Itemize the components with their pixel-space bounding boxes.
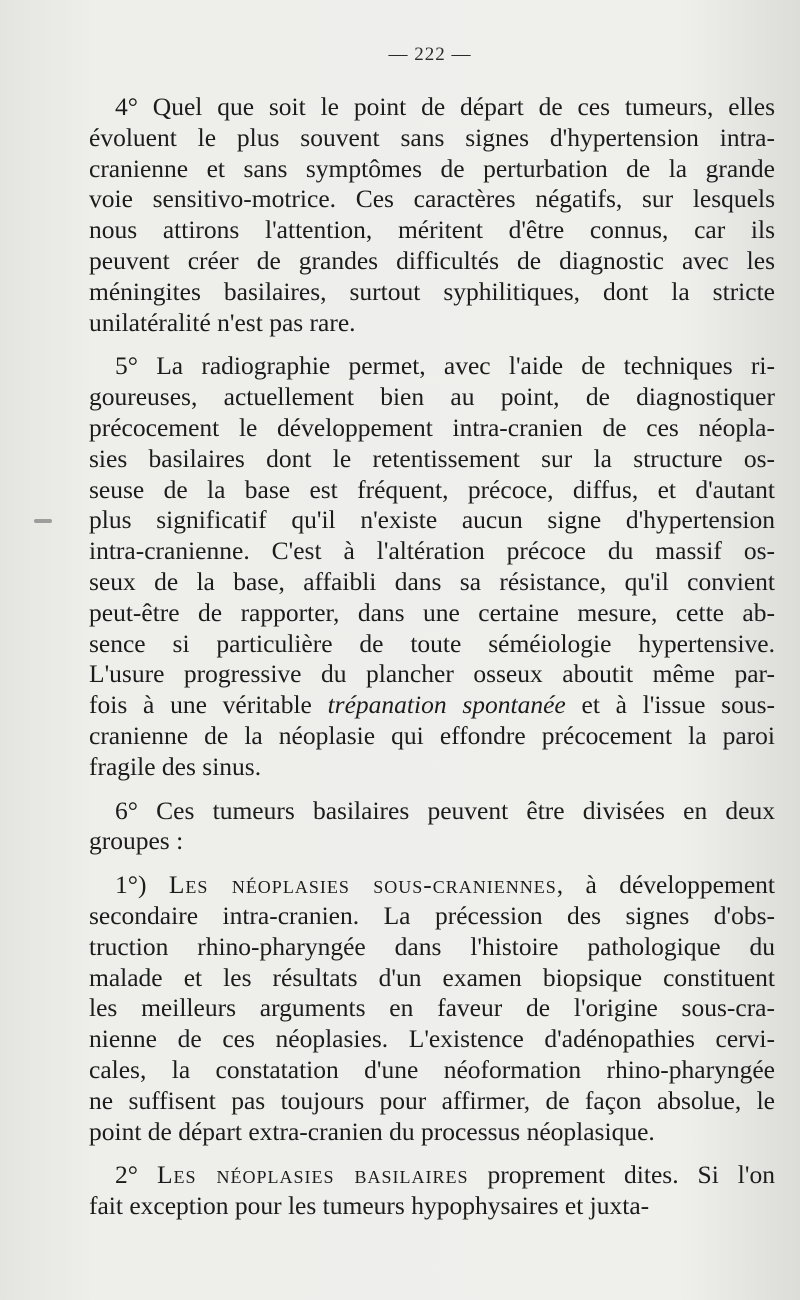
text-line: sies basilaires dont le retentissement sur la structure os-: [89, 443, 775, 473]
text-line: nous attirons l'attention, méritent d'être connus, car ils: [89, 215, 775, 245]
text-line: seuse de la base est fréquent, précoce, diffus, et d'autant: [89, 474, 775, 504]
text-line: intra-cranienne. C'est à l'altération précoce du massif os-: [89, 536, 775, 566]
paragraph-p6b: [89, 1160, 775, 1222]
paragraph-p6: [89, 796, 775, 858]
text-line: cales, la constatation d'une néoformation rhino-pharyngée: [89, 1054, 775, 1084]
text-line: sence si particulière de toute séméiologie hypertensive.: [89, 628, 775, 658]
text-line: truction rhino-pharyngée dans l'histoire pathologique du: [89, 931, 775, 961]
margin-mark: [34, 519, 52, 523]
text-line: seux de la base, affaibli dans sa résistance, qu'il convient: [89, 566, 775, 596]
text-line: unilatéralité n'est pas rare.: [89, 307, 356, 337]
text-line: 2° Les néoplasies basilaires proprement dites. Si l'on: [115, 1160, 775, 1190]
text-line: goureuses, actuellement bien au point, de diagnostiquer: [89, 382, 775, 412]
text-line: cranienne et sans symptômes de perturbation de la grande: [89, 153, 775, 183]
text-line: secondaire intra-cranien. La précession des signes d'obs-: [89, 900, 775, 930]
text-line: 6° Ces tumeurs basilaires peuvent être divisées en deux: [115, 795, 775, 825]
text-line: ne suffisent pas toujours pour affirmer, de façon absolue, le: [89, 1085, 775, 1115]
paragraph-p4: [89, 92, 775, 338]
text-line: fois à une véritable trépanation spontanée et à l'issue sous-: [89, 690, 775, 720]
text-line: méningites basilaires, surtout syphilitiques, dont la stricte: [89, 276, 775, 306]
text-line: nienne de ces néoplasies. L'existence d'adénopathies cervi-: [89, 1024, 775, 1054]
text-line: les meilleurs arguments en faveur de l'origine sous-cra-: [89, 993, 775, 1023]
text-line: groupes :: [89, 826, 184, 856]
small-caps-heading: Les néoplasies sous-craniennes: [168, 870, 557, 900]
text-line: voie sensitivo-motrice. Ces caractères négatifs, sur lesquels: [89, 184, 775, 214]
text-line: L'usure progressive du plancher osseux aboutit même par-: [89, 659, 775, 689]
text-line: 4° Quel que soit le point de départ de ces tumeurs, elles: [115, 92, 775, 121]
paragraph-p5: [89, 351, 775, 782]
italic-phrase: trépanation spontanée: [327, 690, 566, 720]
text-line: cranienne de la néoplasie qui effondre précocement la paroi: [89, 720, 775, 750]
paragraph-p6a: [89, 870, 775, 1147]
small-caps-heading: Les néoplasies basilaires: [156, 1160, 469, 1190]
page-number: — 222 —: [388, 44, 472, 65]
text-line: 1°) Les néoplasies sous-craniennes, à développement: [115, 870, 775, 900]
text-line: peut-être de rapporter, dans une certaine mesure, cette ab-: [89, 597, 775, 627]
text-line: 5° La radiographie permet, avec l'aide de techniques ri-: [115, 351, 775, 381]
body-text: [89, 92, 775, 1235]
text-line: point de départ extra-cranien du processus néoplasique.: [89, 1116, 655, 1146]
text-line: fragile des sinus.: [89, 751, 262, 781]
text-line: plus significatif qu'il n'existe aucun signe d'hypertension: [89, 505, 775, 535]
text-line: fait exception pour les tumeurs hypophysaires et juxta-: [89, 1191, 650, 1221]
text-line: malade et les résultats d'un examen biopsique constituent: [89, 962, 775, 992]
text-line: évoluent le plus souvent sans signes d'hypertension intra-: [89, 122, 775, 152]
text-line: précocement le développement intra-cranien de ces néopla-: [89, 412, 775, 442]
text-line: peuvent créer de grandes difficultés de diagnostic avec les: [89, 245, 775, 275]
